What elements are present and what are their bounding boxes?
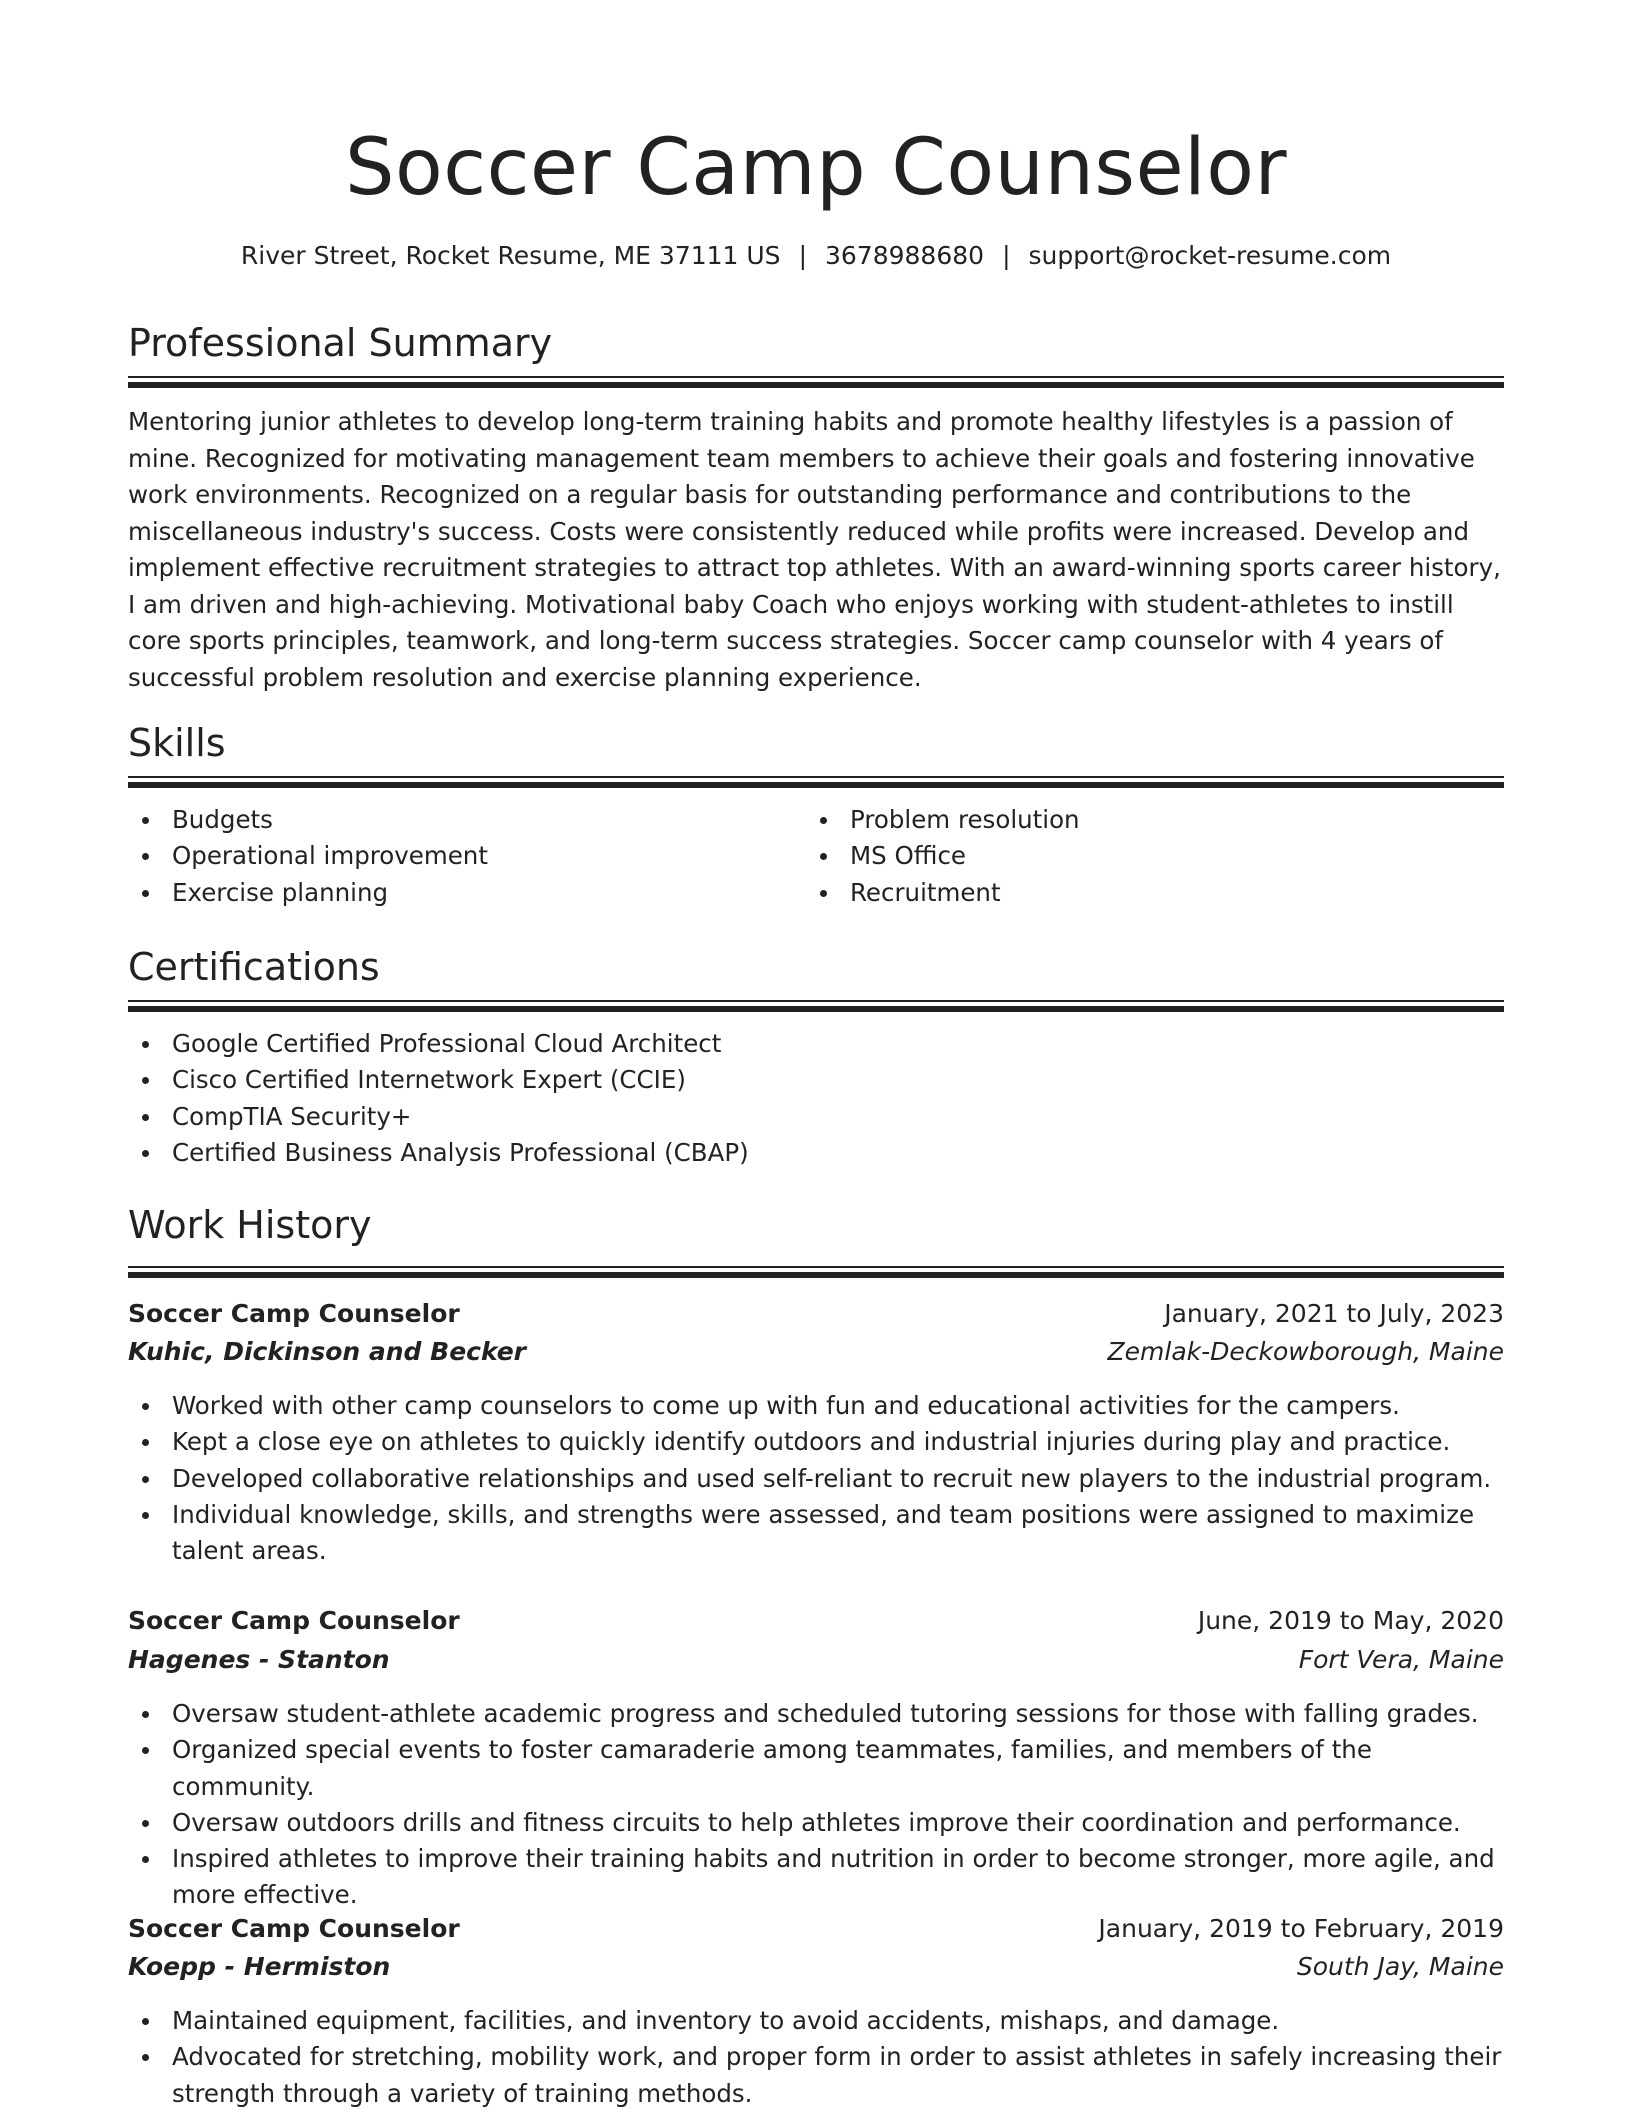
phone: 3678988680 [825, 241, 985, 270]
list-item: Worked with other camp counselors to come up with fun and educational activities for the campers. [128, 1388, 1504, 1424]
section-title-work: Work History [128, 1203, 372, 1247]
job-bullets [128, 2003, 1504, 2112]
contact-line [128, 238, 1504, 274]
separator: | [798, 241, 807, 270]
skills-list-left [128, 802, 788, 911]
skills-list-right [806, 802, 1504, 911]
list-item: Cisco Certified Internetwork Expert (CCIE) [128, 1062, 1504, 1098]
job-dates: January, 2021 to July, 2023 [1164, 1299, 1504, 1328]
job-company: Koepp - Hermiston [128, 1952, 391, 1981]
list-item: Developed collaborative relationships and used self-reliant to recruit new players to the industrial program. [128, 1461, 1504, 1497]
job-location: Zemlak-Deckowborough, Maine [1107, 1337, 1504, 1366]
section-title-certifications: Certifications [128, 945, 380, 989]
list-item: Google Certified Professional Cloud Architect [128, 1026, 1504, 1062]
job-company: Hagenes - Stanton [128, 1645, 390, 1674]
list-item: Kept a close eye on athletes to quickly identify outdoors and industrial injuries during play and practice. [128, 1424, 1504, 1460]
list-item: Operational improvement [128, 838, 788, 874]
list-item: Problem resolution [806, 802, 1504, 838]
job-title: Soccer Camp Counselor [128, 1606, 460, 1635]
job-title: Soccer Camp Counselor [128, 1299, 460, 1328]
list-item: Exercise planning [128, 875, 788, 911]
email: support@rocket-resume.com [1028, 241, 1392, 270]
list-item: Individual knowledge, skills, and strengths were assessed, and team positions were assigned to maximize talent areas. [128, 1497, 1504, 1570]
job-company: Kuhic, Dickinson and Becker [128, 1337, 526, 1366]
list-item: Certified Business Analysis Professional (CBAP) [128, 1135, 1504, 1171]
candidate-name: Soccer Camp Counselor [344, 123, 1288, 213]
list-item: Advocated for stretching, mobility work, and proper form in order to assist athletes in safely increasing their strength through a variety of training methods. [128, 2039, 1504, 2112]
section-title-skills: Skills [128, 721, 226, 765]
address: River Street, Rocket Resume, ME 37111 US [240, 241, 781, 270]
list-item: Budgets [128, 802, 788, 838]
list-item: Oversaw student-athlete academic progress and scheduled tutoring sessions for those with falling grades. [128, 1696, 1504, 1732]
section-divider [128, 376, 1504, 388]
list-item: Inspired athletes to improve their training habits and nutrition in order to become stronger, more agile, and more effective. [128, 1841, 1504, 1914]
section-divider [128, 1000, 1504, 1012]
section-divider [128, 776, 1504, 788]
separator: | [1002, 241, 1011, 270]
job-bullets [128, 1388, 1504, 1569]
job-dates: January, 2019 to February, 2019 [1098, 1914, 1504, 1943]
list-item: Organized special events to foster camaraderie among teammates, families, and members of the community. [128, 1732, 1504, 1805]
job-title: Soccer Camp Counselor [128, 1914, 460, 1943]
list-item: Recruitment [806, 875, 1504, 911]
summary-text: Mentoring junior athletes to develop long-term training habits and promote healthy lifestyles is a passion of mine. Recognized for motivating management team members to achieve their goals and fostering innovative work environments. Recognized on a regular basis for outstanding performance and contributions to the miscellaneous industry's success. Costs were consistently reduced while profits were increased. Develop and implement effective recruitment strategies to attract top athletes. With an award-winning sports career history, I am driven and high-achieving. Motivational baby Coach who enjoys working with student-athletes to instill core sports principles, teamwork, and long-term success strategies. Soccer camp counselor with 4 years of successful problem resolution and exercise planning experience. [128, 407, 1501, 692]
job-location: Fort Vera, Maine [1298, 1645, 1504, 1674]
section-divider [128, 1266, 1504, 1278]
list-item: Maintained equipment, facilities, and inventory to avoid accidents, mishaps, and damage. [128, 2003, 1504, 2039]
list-item: Oversaw outdoors drills and fitness circuits to help athletes improve their coordination and performance. [128, 1805, 1504, 1841]
certifications-list [128, 1026, 1504, 1171]
job-bullets [128, 1696, 1504, 1914]
job-dates: June, 2019 to May, 2020 [1197, 1606, 1504, 1635]
list-item: CompTIA Security+ [128, 1099, 1504, 1135]
section-title-summary: Professional Summary [128, 321, 553, 365]
job-location: South Jay, Maine [1296, 1952, 1504, 1981]
list-item: MS Office [806, 838, 1504, 874]
